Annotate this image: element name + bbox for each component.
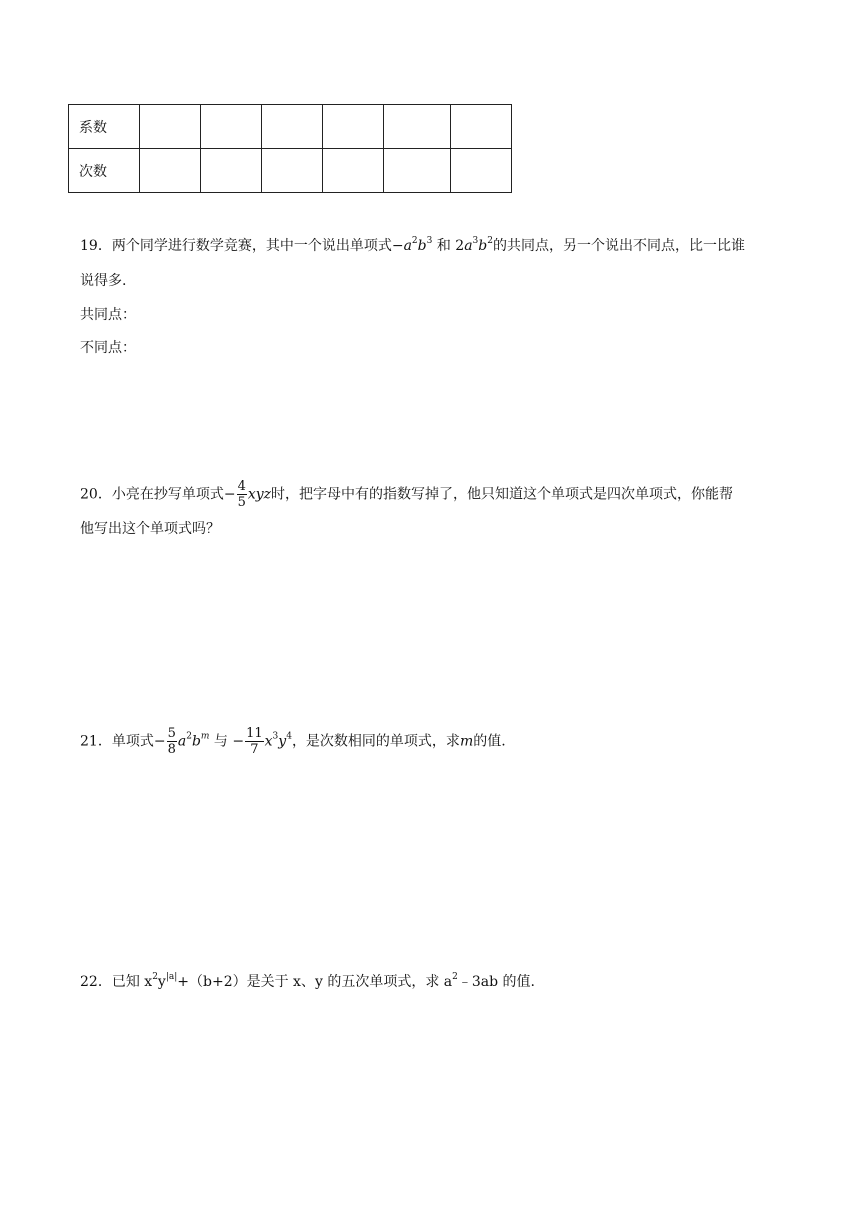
table-cell (140, 105, 201, 149)
table-cell (384, 149, 451, 193)
variable-a: a (177, 733, 187, 750)
variable-m: m (459, 733, 474, 750)
question-text: 的共同点，另一个说出不同点，比一比谁 (492, 238, 745, 254)
denominator: 8 (167, 742, 176, 757)
coefficient-degree-table (68, 104, 512, 193)
variable-b: b (191, 733, 201, 750)
differences-label: 不同点： (80, 340, 136, 356)
table-cell (451, 105, 512, 149)
exponent: 2 (452, 972, 458, 982)
numerator: 11 (246, 726, 263, 741)
question-number: 21． (80, 733, 112, 750)
table-cell (262, 149, 323, 193)
minus-sign: − (232, 733, 245, 750)
question-21-line-1 (80, 726, 506, 757)
question-19-line-2: 说得多. (80, 273, 127, 289)
question-19-line-1 (80, 236, 745, 256)
monomial-2 (455, 238, 493, 254)
coefficient: 2 (455, 238, 465, 254)
table-cell (262, 105, 323, 149)
common-points-label: 共同点： (80, 307, 136, 323)
question-text: 小亮在抄写单项式 (111, 486, 224, 503)
question-20-line-2: 他写出这个单项式吗？ (80, 521, 220, 537)
exponent: 3 (472, 236, 479, 246)
variable-a: a (403, 238, 412, 254)
table-row (69, 105, 512, 149)
question-22-line-1 (80, 972, 535, 992)
exponent: 3 (272, 731, 279, 742)
numerator: 4 (237, 479, 246, 494)
fraction (237, 479, 247, 510)
exponent: 2 (487, 236, 493, 246)
variable-y: y (278, 733, 287, 750)
variable-x: x (264, 733, 273, 750)
numerator: 5 (167, 726, 176, 741)
variables: xyz (247, 486, 272, 503)
question-text: 两个同学进行数学竞赛，其中一个说出单项式 (111, 238, 392, 254)
minus-sign: − (223, 486, 236, 503)
row-label-degree: 次数 (69, 149, 140, 193)
exponent: 2 (411, 236, 418, 246)
table-cell (201, 105, 262, 149)
fraction (167, 726, 177, 757)
question-text: 的值. (473, 733, 506, 750)
question-text: 单项式 (111, 733, 154, 750)
exponent: 3 (426, 236, 433, 246)
table-cell (201, 149, 262, 193)
table-cell (384, 105, 451, 149)
fraction (245, 726, 264, 757)
variable-b: b (417, 238, 427, 254)
table-cell (323, 105, 384, 149)
table-row (69, 149, 512, 193)
question-number: 19． (80, 238, 112, 254)
denominator: 5 (237, 495, 246, 510)
exponent: 2 (186, 731, 192, 742)
minus-sign: − (153, 733, 166, 750)
table-cell (140, 149, 201, 193)
connector-text: 和 (436, 238, 451, 254)
question-text: ﹣3ab 的值. (457, 974, 535, 990)
minus-sign: − (391, 238, 404, 254)
monomial-1 (392, 238, 433, 254)
question-text: 已知 x (111, 974, 153, 990)
question-text: ，是次数相同的单项式，求 (291, 733, 460, 750)
exponent: 2 (152, 972, 158, 982)
question-text: 时，把字母中有的指数写掉了，他只知道这个单项式是四次单项式，你能帮 (271, 486, 734, 503)
question-number: 20． (80, 486, 112, 503)
question-text: +（b+2）是关于 x、y 的五次单项式，求 a (177, 974, 453, 990)
question-number: 22． (80, 974, 112, 990)
denominator: 7 (250, 742, 259, 757)
exponent: m (200, 731, 210, 742)
table-cell (323, 149, 384, 193)
connector-text: 与 (213, 733, 228, 750)
row-label-coefficient: 系数 (69, 105, 140, 149)
variable-b: b (478, 238, 488, 254)
variable-y: y (157, 974, 166, 990)
exponent: 4 (286, 731, 292, 742)
question-20-line-1 (80, 479, 733, 510)
table-cell (451, 149, 512, 193)
exponent: |a| (165, 972, 178, 982)
variable-a: a (464, 238, 473, 254)
